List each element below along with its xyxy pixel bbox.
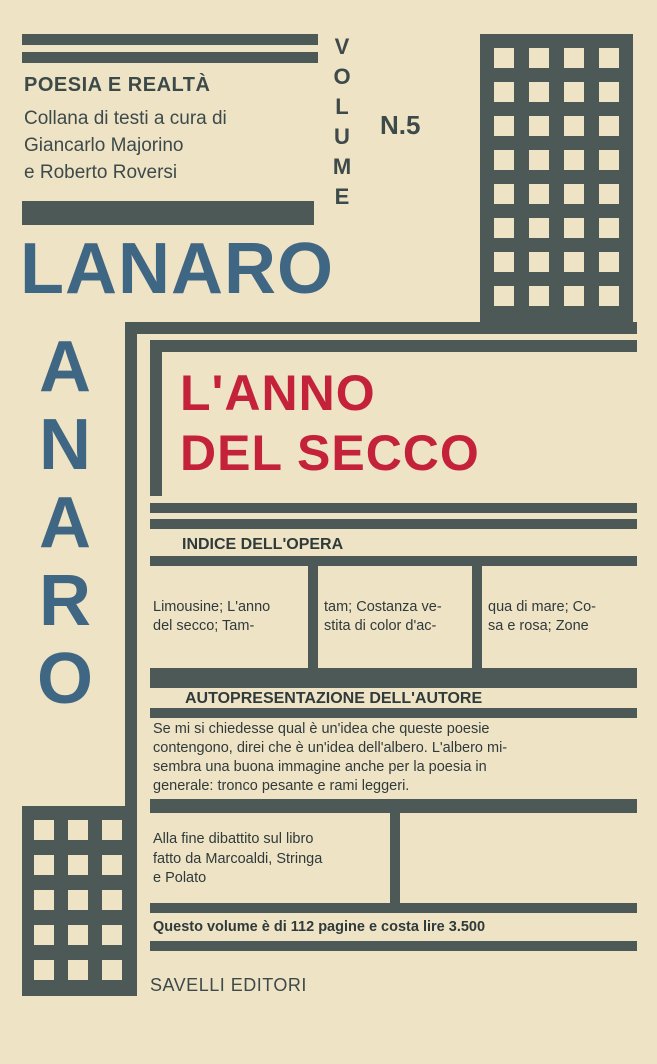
index-bar-under-heading [150,556,637,566]
autopresentation-line-4: generale: tronco pesante e rami leggeri. [153,778,410,794]
grid-window [494,286,514,306]
autopresentation-line-1: Se mi si chiedesse qual è un'idea che queste poesie [153,721,490,737]
author-letter: N [39,405,91,485]
editors-line-2: Giancarlo Majorino [24,135,184,156]
grid-window [494,116,514,136]
grid-window [102,960,122,980]
inner-frame-top [150,340,637,352]
grid-window [564,252,584,272]
grid-window [529,218,549,238]
inner-frame-left [150,340,162,496]
index-col-divider-1 [308,556,318,668]
grid-window [34,960,54,980]
grid-window [102,820,122,840]
frame-left [125,322,137,806]
author-letter: R [39,561,91,641]
building-grid-bottom [22,806,137,996]
price-bar-top [150,903,637,913]
top-bar [22,34,318,45]
index-col2-line1: tam; Costanza ve- [324,599,442,615]
autopresentation-bar [150,708,637,718]
grid-window [599,218,619,238]
author-name-horizontal: LANARO [20,229,334,309]
index-col1-line2: del secco; Tam- [153,618,255,634]
header-bottom-bar [22,201,314,225]
index-col2-line2: stita di color d'ac- [324,618,437,634]
grid-window [102,855,122,875]
grid-window [564,286,584,306]
index-bar-bottom [150,668,637,688]
index-col1-line1: Limousine; L'anno [153,599,271,615]
grid-window [529,286,549,306]
price-bar-bottom [150,941,637,951]
grid-window [564,48,584,68]
debate-divider [390,813,400,906]
volume-number: N.5 [380,110,421,140]
grid-window [529,116,549,136]
grid-window [599,286,619,306]
grid-window [599,82,619,102]
grid-window [599,116,619,136]
grid-window [494,252,514,272]
grid-window [34,855,54,875]
grid-window [599,150,619,170]
author-letter: O [36,639,93,719]
top-bar-2 [22,52,318,63]
publisher-name: SAVELLI EDITORI [150,975,307,995]
grid-window [68,820,88,840]
index-col-divider-2 [472,556,482,668]
grid-window [68,890,88,910]
index-bar-top-2 [150,519,637,529]
grid-window [68,925,88,945]
grid-window [529,184,549,204]
grid-window [529,48,549,68]
grid-window [68,960,88,980]
grid-window [529,82,549,102]
index-bar-top [150,503,637,513]
author-letter: A [39,327,91,407]
autopresentation-line-2: contengono, direi che è un'idea dell'albero. L'albero mi- [153,740,508,756]
grid-window [494,184,514,204]
debate-line-1: Alla fine dibattito sul libro [153,831,314,847]
grid-window [529,252,549,272]
grid-window [564,184,584,204]
grid-window [34,925,54,945]
grid-window [102,890,122,910]
volume-letter: L [335,94,349,119]
volume-letter: O [333,64,351,89]
debate-line-2: fatto da Marcoaldi, Stringa [153,851,323,867]
grid-window [564,150,584,170]
grid-window [564,82,584,102]
editors-line-3: e Roberto Roversi [24,162,178,183]
grid-window [564,116,584,136]
volume-letter: U [334,124,350,149]
debate-bar-top [150,799,637,813]
autopresentation-heading: AUTOPRESENTAZIONE DELL'AUTORE [185,690,483,707]
price-line: Questo volume è di 112 pagine e costa lire 3.500 [153,919,486,935]
debate-line-3: e Polato [153,870,207,886]
frame-top [125,322,637,334]
index-col3-line1: qua di mare; Co- [488,599,596,615]
grid-window [494,150,514,170]
grid-window [494,218,514,238]
author-letter: A [39,483,91,563]
grid-window [494,48,514,68]
index-heading: INDICE DELL'OPERA [182,536,344,553]
autopresentation-line-3: sembra una buona immagine anche per la poesia in [153,759,487,775]
volume-letter: V [334,34,350,59]
grid-window [68,855,88,875]
volume-letter: M [332,154,352,179]
series-title: POESIA E REALTÀ [24,74,211,96]
book-title-line-2: DEL SECCO [180,425,480,481]
grid-window [34,820,54,840]
book-title-line-1: L'ANNO [180,365,376,421]
editors-line-1: Collana di testi a cura di [24,108,227,129]
grid-window [599,184,619,204]
grid-window [494,82,514,102]
grid-window [564,218,584,238]
index-col3-line2: sa e rosa; Zone [488,618,589,634]
building-grid-top [480,34,633,324]
grid-window [529,150,549,170]
grid-window [599,48,619,68]
grid-window [34,890,54,910]
volume-letter: E [334,184,350,209]
grid-window [102,925,122,945]
grid-window [599,252,619,272]
